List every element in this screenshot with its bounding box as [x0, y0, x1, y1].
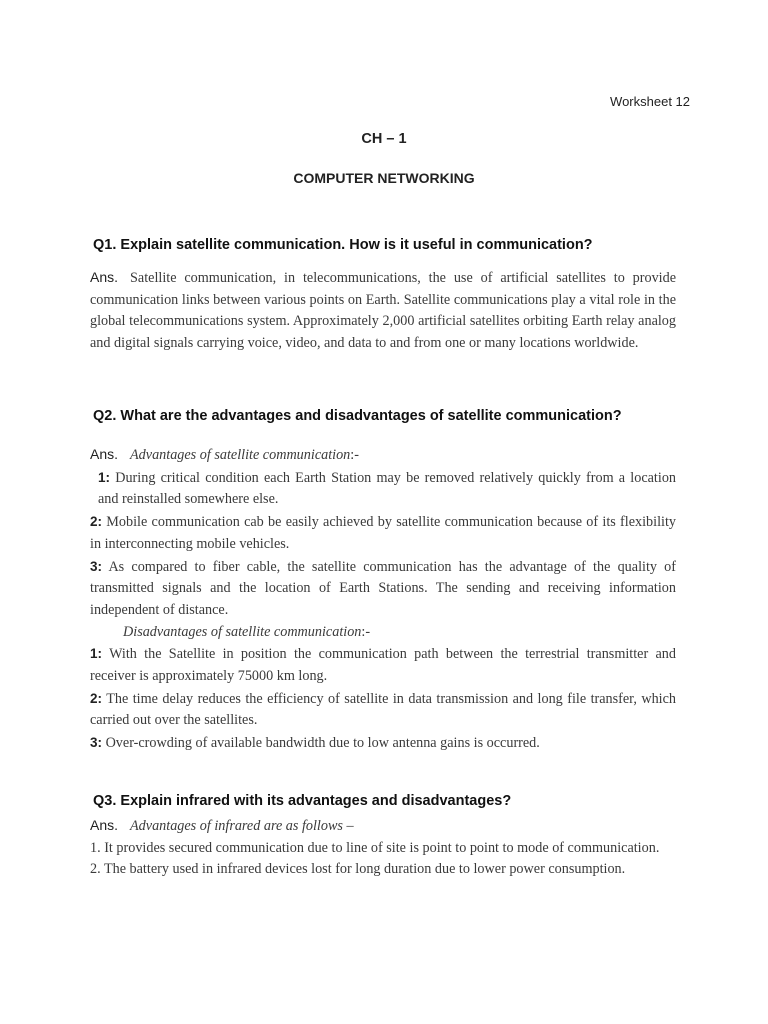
item-text: The time delay reduces the efficiency of satellite in data transmission and long file transfer, which carried out over the satellites.	[90, 690, 676, 729]
page-title: COMPUTER NETWORKING	[293, 170, 475, 186]
answer-label: Ans.	[90, 817, 119, 833]
answer-label: Ans.	[90, 269, 119, 285]
heading-suffix: :-	[361, 623, 371, 640]
list-item	[90, 838, 676, 860]
list-item: 3: As compared to fiber cable, the satellite communication has the advantage of the quality of transmitted signals and the location of Earth Stations. The sending and receiving information independent of distance.	[90, 558, 677, 618]
list-item: 2: Mobile communication cab be easily achieved by satellite communication because of its flexibility in interconnecting mobile vehicles.	[90, 514, 677, 552]
item-number: 1.	[90, 839, 101, 856]
item-number: 2	[90, 514, 98, 530]
answer-1-text: Satellite communication, in telecommunications, the use of artificial satellites to provide communication links between various points on Earth. Satellite communications play a vital role in the global telecommunications system. Approximately 2,000 artificial satellites orbiting Earth relay analog and digital signals carrying voice, video, and data to and from one or many locations worldwide.	[90, 270, 676, 352]
question-3: Q3. Explain infrared with its advantages and disadvantages?	[93, 793, 512, 809]
item-text: With the Satellite in position the communication path between the terrestrial transmitter and receiver is approximately 75000 km long.	[90, 646, 676, 685]
question-1: Q1. Explain satellite communication. How is it useful in communication?	[93, 237, 593, 253]
item-text: Over-crowding of available bandwidth due to low antenna gains is occurred.	[105, 735, 540, 752]
item-number: 1	[98, 469, 106, 485]
disadvantages-heading: Disadvantages of satellite communication	[123, 623, 362, 640]
item-text: Mobile communication cab be easily achieved by satellite communication because of its flexibility in interconnecting mobile vehicles.	[90, 514, 677, 552]
answer-3	[90, 815, 676, 881]
question-2: Q2. What are the advantages and disadvantages of satellite communication?	[93, 408, 622, 424]
list-item: 1: With the Satellite in position the communication path between the terrestrial transmitter and receiver is approximately 75000 km long.	[90, 646, 676, 685]
chapter-label: CH – 1	[361, 131, 407, 147]
item-number: 1	[90, 646, 98, 662]
worksheet-number: Worksheet 12	[610, 94, 690, 109]
answer-label: Ans.	[90, 446, 119, 462]
item-number: 2	[90, 690, 98, 706]
heading-suffix: :-	[350, 447, 359, 463]
list-item: 1: During critical condition each Earth Station may be removed relatively quickly from a location and reinstalled somewhere else.	[98, 469, 677, 508]
advantages-heading: Advantages of satellite communication	[130, 447, 351, 463]
item-number: 3	[90, 735, 98, 751]
item-text: As compared to fiber cable, the satellite communication has the advantage of the quality of transmitted signals and the location of Earth Stations. The sending and receiving information independent of distance.	[90, 558, 677, 618]
list-item	[90, 859, 676, 881]
item-text: During critical condition each Earth Station may be removed relatively quickly from a location and reinstalled somewhere else.	[98, 469, 677, 508]
answer-2	[90, 444, 676, 755]
item-number: 2.	[90, 861, 101, 878]
item-text: The battery used in infrared devices lost for long duration due to lower power consumption.	[103, 861, 626, 878]
list-item: 2: The time delay reduces the efficiency of satellite in data transmission and long file transfer, which carried out over the satellites.	[90, 690, 676, 729]
item-number: 3	[90, 558, 98, 574]
advantages-heading: Advantages of infrared are as follows –	[130, 818, 354, 834]
list-item: 3: Over-crowding of available bandwidth due to low antenna gains is occurred.	[90, 735, 540, 752]
answer-1	[90, 267, 676, 355]
item-text: It provides secured communication due to line of site is point to point to mode of communication.	[104, 839, 660, 856]
